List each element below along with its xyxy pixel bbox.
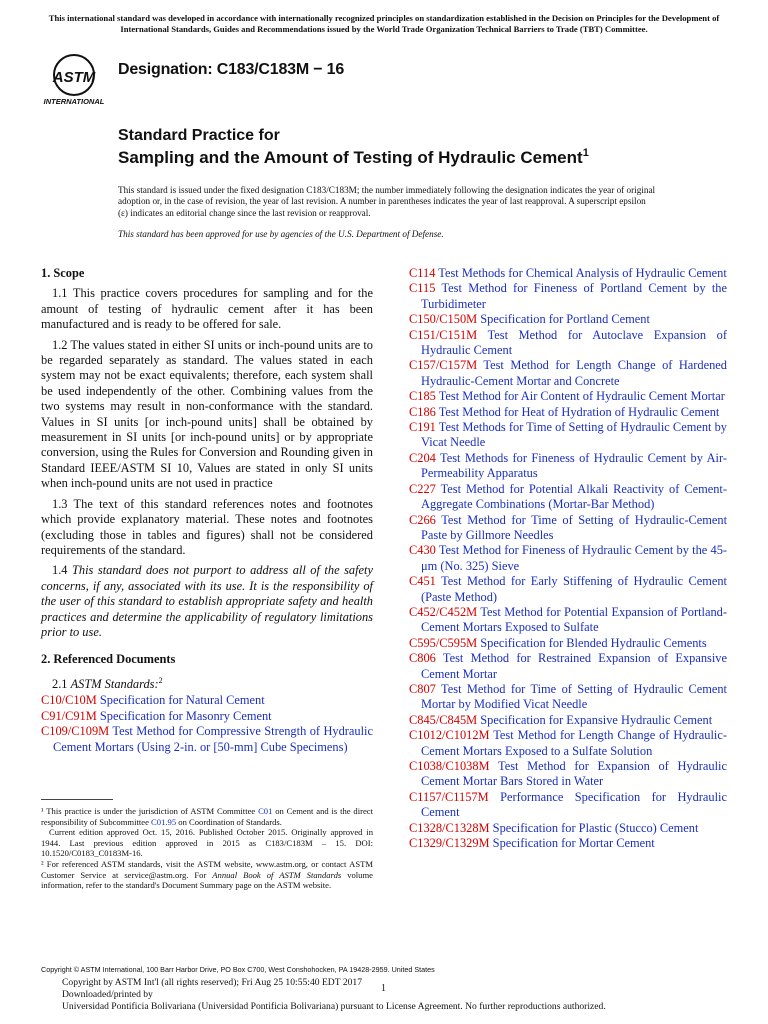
reference-item: [409, 574, 727, 605]
reference-title-link[interactable]: Test Method for Length Change of Hydraulic-Cement Mortars Exposed to a Sulfate Solution: [421, 728, 727, 758]
reference-title-link[interactable]: Specification for Portland Cement: [480, 312, 650, 327]
reference-title-link[interactable]: Specification for Mortar Cement: [492, 836, 655, 851]
paragraph-1-1: 1.1 This practice covers procedures for sampling and for the amount of testing of hydraulic cement after it has been manufactured and is ready to be offered for sale.: [41, 286, 373, 332]
reference-title-link[interactable]: Test Method for Expansion of Hydraulic Cement Mortar Bars Stored in Water: [421, 759, 728, 789]
reference-code-link[interactable]: C204: [409, 450, 436, 465]
section-referenced-heading: 2. Referenced Documents: [41, 652, 176, 667]
reference-code-link[interactable]: C451: [409, 574, 436, 589]
reference-item: [409, 605, 727, 636]
reference-title-link[interactable]: Test Method for Restrained Expansion of Expansive Cement Mortar: [421, 651, 727, 681]
reference-code-link[interactable]: C109/C109M: [41, 724, 110, 739]
reference-item: [409, 790, 727, 821]
footnote-2-text-b: volume information, refer to the standard's Document Summary page on the ASTM website.: [41, 869, 373, 891]
footnote-2-book: Annual Book of ASTM Standards: [212, 869, 342, 880]
footnote-1: [41, 806, 373, 827]
reference-item: [409, 651, 727, 682]
reference-item: [409, 543, 727, 574]
reference-code-link[interactable]: C1329/C1329M: [409, 836, 490, 851]
subsection-footnote-mark[interactable]: 2: [158, 675, 163, 685]
reference-title-link[interactable]: Test Method for Potential Expansion of Portland-Cement Mortars Exposed to Sulfate: [421, 604, 728, 635]
astm-logo-letters: ASTM: [52, 69, 96, 86]
reference-title-link[interactable]: Test Method for Fineness of Portland Cement by the Turbidimeter: [421, 281, 727, 311]
paragraph-1-4-number: 1.4: [52, 563, 68, 578]
reference-item: [409, 389, 727, 404]
committee-link[interactable]: C01: [258, 806, 273, 816]
reference-item: [409, 420, 727, 451]
reference-title-link[interactable]: Test Methods for Time of Setting of Hydraulic Cement by Vicat Needle: [421, 420, 727, 450]
reference-code-link[interactable]: C807: [409, 681, 436, 696]
reference-item: [409, 266, 727, 281]
reference-title-link[interactable]: Specification for Blended Hydraulic Cements: [480, 635, 707, 650]
reference-item: [409, 482, 727, 513]
reference-code-link[interactable]: C595/C595M: [409, 635, 478, 650]
reference-code-link[interactable]: C266: [409, 512, 436, 527]
reference-title-link[interactable]: Specification for Natural Cement: [99, 693, 265, 708]
reference-code-link[interactable]: C114: [409, 266, 436, 280]
paragraph-1-2: 1.2 The values stated in either SI units or inch-pound units are to be regarded separately as standard. The values stated in each system may not be exact equivalents; therefore, each system shall be used independently of the other. Combining values from the two systems may result in non-conformance with the standard. Values in SI units [or inch-pound units] shall be obtained by measurement in SI units [or inch-pound units] or by appropriate conversion, using the Rules for Conversion and Rounding given in Standard IEEE/ASTM SI 10, Values are stated in only SI units when inch-pound units are not used in practice: [41, 337, 373, 491]
reference-title-link[interactable]: Test Method for Autoclave Expansion of Hydraulic Cement: [421, 327, 728, 358]
reference-item: [409, 358, 727, 389]
tbt-notice: This international standard was developed in accordance with internationally recognized principles on standardization established in the Decision on Principles for the Development of International Standards, Guides and Recommendations issued by the World Trade Organization Technical Barriers to Trade (TBT) Committee.: [48, 13, 720, 34]
reference-item: [409, 636, 727, 651]
reference-item: [409, 821, 727, 836]
reference-code-link[interactable]: C150/C150M: [409, 312, 478, 327]
reference-code-link[interactable]: C452/C452M: [409, 604, 478, 619]
astm-standards-label: [52, 673, 373, 693]
reference-title-link[interactable]: Performance Specification for Hydraulic Cement: [421, 789, 727, 820]
astm-logo-sub: INTERNATIONAL: [43, 97, 105, 106]
reference-item: [41, 693, 373, 708]
reference-title-link[interactable]: Specification for Expansive Hydraulic Cement: [480, 712, 713, 727]
footnote-1-text-b: on Cement and is the direct responsibility of Subcommittee: [41, 806, 373, 827]
paragraph-1-4-text: This standard does not purport to address all of the safety concerns, if any, associated with its use. It is the responsibility of the user of this standard to establish appropriate safety and health practices and determine the applicability of regulatory limitations prior to use.: [41, 563, 373, 639]
download-line-3: Universidad Pontificia Bolivariana (Universidad Pontificia Bolivariana) pursuant to License Agreement. No further reproductions authorized.: [62, 1001, 606, 1012]
reference-title-link[interactable]: Test Method for Compressive Strength of Hydraulic Cement Mortars (Using 2-in. or [50-mm] Cube Specimens): [53, 724, 373, 754]
reference-code-link[interactable]: C115: [409, 281, 436, 296]
subsection-label: ASTM Standards:: [70, 676, 159, 691]
reference-title-link[interactable]: Test Method for Early Stiffening of Hydraulic Cement (Paste Method): [421, 574, 728, 604]
paragraph-1-3: 1.3 The text of this standard references notes and footnotes which provide explanatory material. These notes and footnotes (excluding those in tables and figures) shall not be considered requirements of the standard.: [41, 496, 373, 557]
dod-approval-note: This standard has been approved for use by agencies of the U.S. Department of Defense.: [118, 229, 444, 239]
reference-item: [41, 709, 373, 724]
footnotes: [41, 806, 373, 891]
left-column: [41, 266, 373, 755]
reference-title-link[interactable]: Test Methods for Chemical Analysis of Hydraulic Cement: [438, 266, 727, 280]
reference-code-link[interactable]: C1157/C1157M: [409, 789, 489, 804]
reference-title-link[interactable]: Test Method for Length Change of Hardened Hydraulic-Cement Mortar and Concrete: [421, 358, 727, 388]
footnote-1-edition: Current edition approved Oct. 15, 2016. Published October 2015. Originally approved in 1944. Last previous edition approved in 2015 as C183/C183M – 15. DOI: 10.1520/C0183_C0183M-16.: [41, 827, 373, 859]
reference-code-link[interactable]: C10/C10M: [41, 693, 97, 708]
reference-item: [409, 836, 727, 851]
reference-code-link[interactable]: C1012/C1012M: [409, 728, 490, 743]
reference-title-link[interactable]: Test Method for Air Content of Hydraulic Cement Mortar: [438, 389, 725, 404]
reference-code-link[interactable]: C845/C845M: [409, 712, 478, 727]
reference-code-link[interactable]: C157/C157M: [409, 358, 478, 373]
document-title: [118, 147, 589, 168]
reference-code-link[interactable]: C185: [409, 389, 436, 404]
reference-item: [409, 405, 727, 420]
download-line-2: Downloaded/printed by: [62, 989, 153, 1000]
section-scope-heading: 1. Scope: [41, 266, 85, 280]
right-column: [409, 266, 727, 851]
reference-item: [409, 281, 727, 312]
issuance-note: This standard is issued under the fixed designation C183/C183M; the number immediately following the designation indicates the year of original adoption or, in the case of revision, the year of last revision. A number in parentheses indicates the year of last reapproval. A superscript epsilon (ε) indicates an editorial change since the last revision or reapproval.: [118, 185, 656, 218]
reference-item: [409, 682, 727, 713]
reference-code-link[interactable]: C1038/C1038M: [409, 759, 490, 773]
reference-item: [409, 312, 727, 327]
reference-title-link[interactable]: Test Method for Time of Setting of Hydraulic-Cement Paste by Gillmore Needles: [421, 512, 728, 542]
title-line1: Standard Practice for: [118, 127, 280, 144]
reference-item: [409, 328, 727, 359]
footnote-2: [41, 859, 373, 891]
download-line-1: Copyright by ASTM Int'l (all rights reserved); Fri Aug 25 10:55:40 EDT 2017: [62, 977, 363, 988]
reference-code-link[interactable]: C1328/C1328M: [409, 820, 490, 835]
reference-title-link[interactable]: Test Method for Heat of Hydration of Hydraulic Cement: [438, 404, 720, 419]
subsection-number: 2.1: [52, 676, 68, 691]
reference-code-link[interactable]: C151/C151M: [409, 327, 478, 342]
reference-code-link[interactable]: C91/C91M: [41, 708, 97, 723]
reference-title-link[interactable]: Test Methods for Fineness of Hydraulic Cement by Air-Permeability Apparatus: [421, 450, 728, 481]
footnote-2-text-a: ² For referenced ASTM standards, visit the ASTM website, www.astm.org, or contact ASTM Customer Service at service@astm.org. For: [41, 858, 373, 880]
download-notice: [62, 977, 742, 1013]
reference-code-link[interactable]: C191: [409, 420, 436, 435]
reference-code-link[interactable]: C227: [409, 481, 436, 496]
title-line2: Sampling and the Amount of Testing of Hydraulic Cement: [118, 148, 583, 167]
title-footnote-mark[interactable]: 1: [582, 147, 589, 159]
right-reference-list: [409, 266, 727, 851]
reference-title-link[interactable]: Specification for Plastic (Stucco) Cement: [492, 820, 699, 835]
reference-code-link[interactable]: C186: [409, 404, 436, 419]
designation: Designation: C183/C183M − 16: [118, 61, 345, 78]
astm-logo: [40, 53, 110, 107]
reference-code-link[interactable]: C806: [409, 651, 436, 666]
reference-code-link[interactable]: C430: [409, 543, 436, 558]
reference-title-link[interactable]: Test Method for Time of Setting of Hydraulic Cement Mortar by Modified Vicat Needle: [421, 681, 728, 712]
left-reference-list: [41, 693, 373, 755]
copyright-line: Copyright © ASTM International, 100 Barr Harbor Drive, PO Box C700, West Conshohocken, PA 19428-2959. United States: [41, 965, 435, 974]
reference-item: [409, 759, 727, 790]
reference-item: [409, 513, 727, 544]
reference-title-link[interactable]: Specification for Masonry Cement: [99, 708, 272, 723]
reference-title-link[interactable]: Test Method for Fineness of Hydraulic Cement by the 45-μm (No. 325) Sieve: [421, 543, 728, 573]
reference-item: [409, 728, 727, 759]
footnote-1-text-c: on Coordination of Standards.: [176, 816, 282, 827]
footnote-1-text-a: ¹ This practice is under the jurisdiction of ASTM Committee: [41, 806, 259, 816]
reference-item: [41, 724, 373, 755]
page-number: 1: [381, 983, 386, 994]
paragraph-1-4: [41, 563, 373, 640]
footnote-divider: [41, 799, 113, 800]
reference-item: [409, 451, 727, 482]
reference-item: [409, 713, 727, 728]
subcommittee-link[interactable]: C01.95: [151, 816, 177, 827]
reference-title-link[interactable]: Test Method for Potential Alkali Reactivity of Cement-Aggregate Combinations (Mortar-Bar Method): [421, 481, 727, 512]
